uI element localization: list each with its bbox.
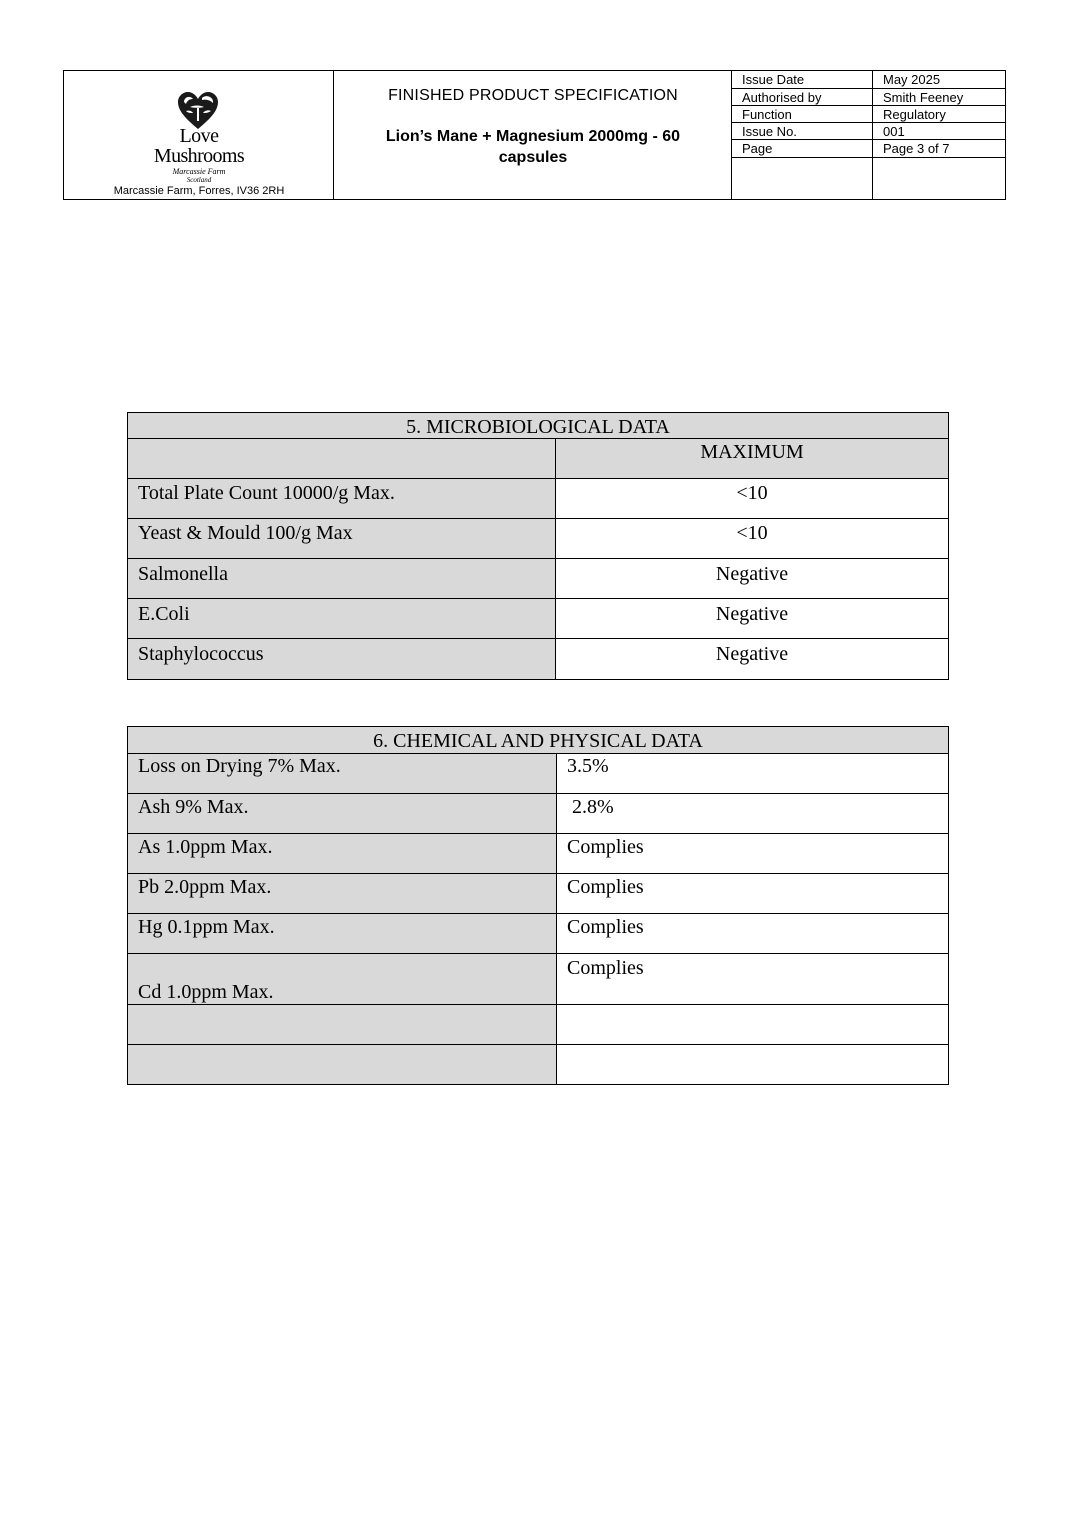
test-result: <10	[736, 482, 768, 504]
test-name: As 1.0ppm Max.	[138, 836, 273, 858]
table-row-empty	[128, 1005, 948, 1045]
brand-country: Scotland	[186, 176, 212, 184]
table-row	[128, 753, 948, 794]
table-row	[128, 559, 948, 599]
table-row	[128, 874, 948, 914]
meta-value: Page 3 of 7	[883, 141, 950, 156]
test-name: Loss on Drying 7% Max.	[138, 755, 341, 777]
test-name: Ash 9% Max.	[138, 796, 249, 818]
test-result: Complies	[567, 916, 644, 938]
test-result: <10	[736, 522, 768, 544]
product-name: Lion’s Mane + Magnesium 2000mg - 60 capsules	[385, 128, 681, 166]
document-type: FINISHED PRODUCT SPECIFICATION	[388, 87, 678, 104]
meta-row-page	[732, 140, 1005, 158]
meta-label: Issue No.	[742, 124, 797, 139]
meta-row-function	[732, 106, 1005, 123]
test-result: 2.8%	[572, 796, 614, 818]
meta-label: Authorised by	[742, 90, 822, 105]
meta-label: Page	[742, 141, 773, 156]
meta-label: Function	[742, 107, 792, 122]
table-row	[128, 834, 948, 874]
meta-value: Regulatory	[883, 107, 946, 122]
table-row	[128, 519, 948, 559]
test-name: Salmonella	[138, 563, 228, 585]
table-row	[128, 954, 948, 1005]
document-header	[63, 70, 1006, 200]
meta-label: Issue Date	[742, 72, 805, 87]
table-row	[128, 479, 948, 519]
test-result: Complies	[567, 836, 644, 858]
meta-value: 001	[883, 124, 905, 139]
microbiological-data-table	[127, 412, 949, 680]
table-row-empty	[128, 1045, 948, 1084]
document-meta-table	[732, 71, 1005, 199]
table-header-row	[128, 439, 948, 479]
company-logo-cell	[64, 71, 334, 199]
table-title: 6. CHEMICAL AND PHYSICAL DATA	[373, 730, 703, 752]
table-row	[128, 914, 948, 954]
test-name: Total Plate Count 10000/g Max.	[138, 482, 395, 504]
test-result: Negative	[715, 643, 789, 665]
test-name: Yeast & Mould 100/g Max	[138, 522, 353, 544]
test-result: Negative	[715, 563, 789, 585]
test-name: Hg 0.1ppm Max.	[138, 916, 275, 938]
column-header: MAXIMUM	[700, 441, 804, 463]
test-name: Staphylococcus	[138, 643, 264, 665]
test-result: Negative	[715, 603, 789, 625]
test-result: Complies	[567, 876, 644, 898]
meta-row-issue-no	[732, 123, 1005, 140]
test-name: E.Coli	[138, 603, 190, 625]
brand-name-line2: Mushrooms	[153, 145, 245, 167]
test-name: Cd 1.0ppm Max.	[138, 981, 274, 1003]
meta-value: May 2025	[883, 72, 941, 87]
table-row	[128, 794, 948, 834]
meta-row-authorised-by	[732, 89, 1005, 106]
table-title-row	[128, 727, 948, 753]
brand-farm: Marcassie Farm	[172, 167, 226, 176]
table-row	[128, 639, 948, 679]
test-result: Complies	[567, 957, 644, 979]
header-cell-maximum	[556, 439, 948, 478]
table-title: 5. MICROBIOLOGICAL DATA	[406, 416, 670, 438]
company-address: Marcassie Farm, Forres, IV36 2RH	[113, 185, 285, 197]
header-cell-blank	[128, 439, 556, 478]
table-row	[128, 599, 948, 639]
test-name: Pb 2.0ppm Max.	[138, 876, 272, 898]
chemical-physical-data-table	[127, 726, 949, 1085]
table-title-row	[128, 413, 948, 439]
document-title-cell	[334, 71, 732, 199]
meta-row-issue-date	[732, 71, 1005, 89]
meta-value: Smith Feeney	[883, 90, 964, 105]
brand-name-line1: Love	[179, 125, 219, 147]
test-result: 3.5%	[567, 755, 609, 777]
